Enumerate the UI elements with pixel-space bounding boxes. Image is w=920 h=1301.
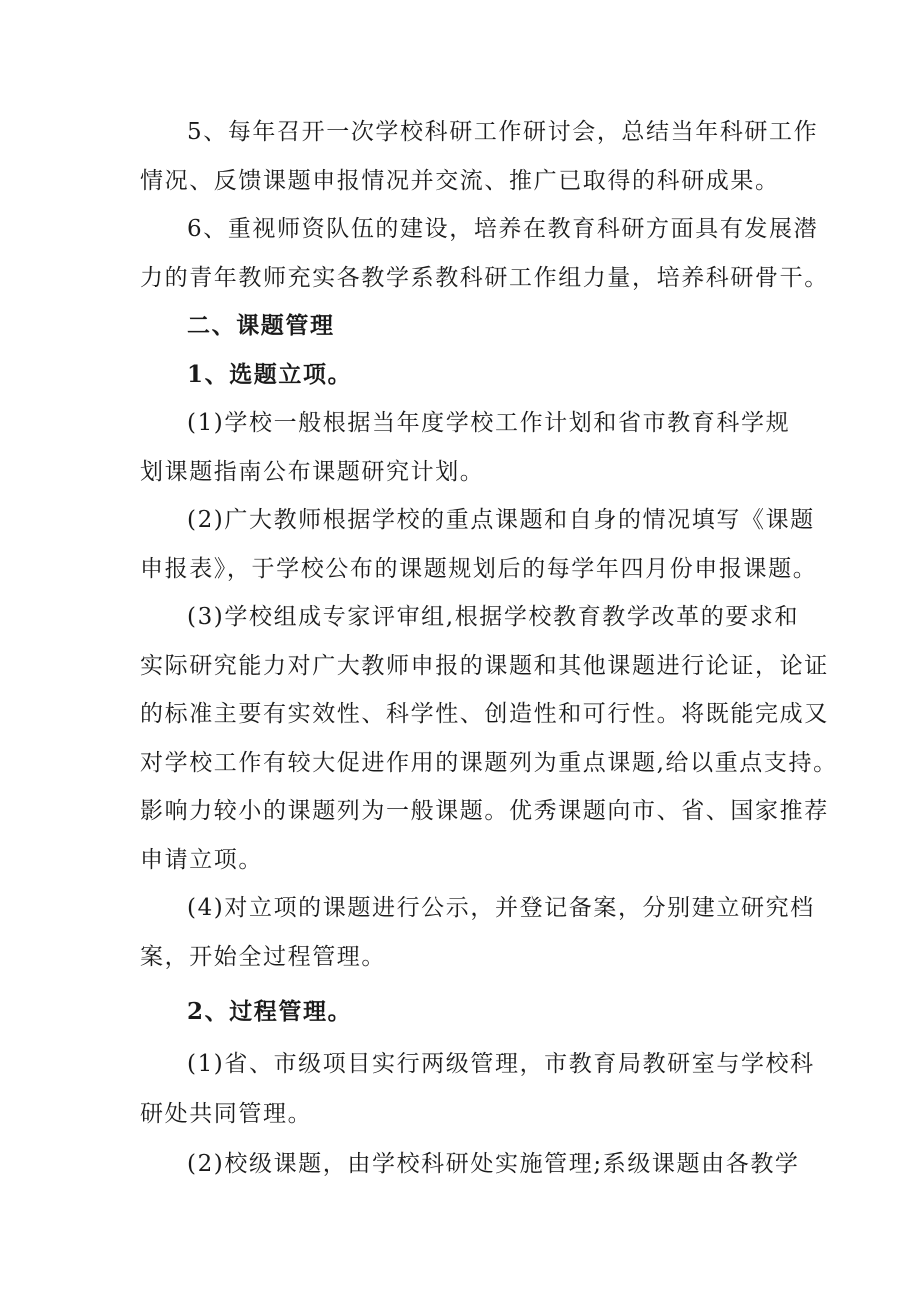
paragraph-line: 情况、反馈课题申报情况并交流、推广已取得的科研成果。 bbox=[140, 168, 780, 194]
paragraph-line: 力的青年教师充实各教学系教科研工作组力量，培养科研骨干。 bbox=[140, 265, 829, 291]
paragraph-line: (4)对立项的课题进行公示，并登记备案，分别建立研究档 bbox=[187, 895, 815, 921]
paragraph-line: 研处共同管理。 bbox=[140, 1101, 313, 1127]
paragraph-line: 划课题指南公布课题研究计划。 bbox=[140, 459, 485, 485]
subsection-heading: 1、选题立项。 bbox=[187, 361, 353, 388]
paragraph-line: 申请立项。 bbox=[140, 847, 263, 873]
subsection-heading: 2、过程管理。 bbox=[187, 998, 353, 1025]
paragraph-line: (3)学校组成专家评审组,根据学校教育教学改革的要求和 bbox=[187, 604, 800, 630]
paragraph-line: 申报表》，于学校公布的课题规划后的每学年四月份申报课题。 bbox=[140, 556, 818, 582]
section-heading: 二、课题管理 bbox=[187, 312, 335, 339]
paragraph-line: 的标准主要有实效性、科学性、创造性和可行性。将既能完成又 bbox=[140, 701, 829, 727]
paragraph-line: (2)校级课题，由学校科研处实施管理;系级课题由各教学 bbox=[187, 1151, 800, 1177]
paragraph-line: 影响力较小的课题列为一般课题。优秀课题向市、省、国家推荐 bbox=[140, 798, 829, 824]
paragraph-line: (2)广大教师根据学校的重点课题和自身的情况填写《课题 bbox=[187, 507, 815, 533]
paragraph-line: (1)省、市级项目实行两级管理，市教育局教研室与学校科 bbox=[187, 1051, 815, 1077]
paragraph-line: 6、重视师资队伍的建设，培养在教育科研方面具有发展潜 bbox=[187, 216, 819, 242]
paragraph-line: 实际研究能力对广大教师申报的课题和其他课题进行论证，论证 bbox=[140, 653, 829, 679]
paragraph-line: (1)学校一般根据当年度学校工作计划和省市教育科学规 bbox=[187, 410, 791, 436]
paragraph-line: 5、每年召开一次学校科研工作研讨会，总结当年科研工作 bbox=[187, 119, 819, 145]
paragraph-line: 对学校工作有较大促进作用的课题列为重点课题,给以重点支持。 bbox=[140, 750, 838, 776]
paragraph-line: 案，开始全过程管理。 bbox=[140, 944, 386, 970]
